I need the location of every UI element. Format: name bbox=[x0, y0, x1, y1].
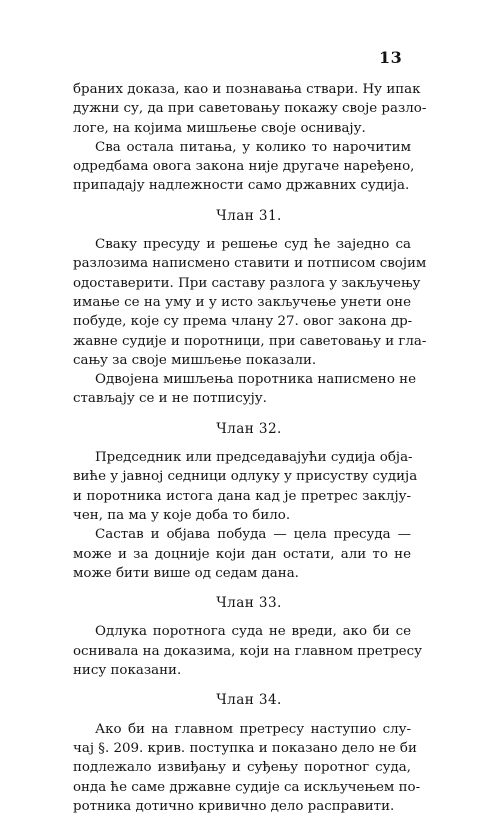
paragraph bbox=[73, 622, 422, 680]
text-line: Састав и објава побуда — цела пресуда — bbox=[95, 527, 411, 543]
text-line: Председник или председавајући судија обја- bbox=[95, 450, 413, 466]
text-line: и поротника истога дана кад је претрес заклју- bbox=[73, 488, 411, 504]
text-line: побуде, које су према члану 27. овог закона др- bbox=[73, 314, 413, 330]
text-line: дужни су, да при саветовању покажу своје разло- bbox=[73, 101, 427, 117]
text-line: подлежало извиђању и суђењу поротног суда, bbox=[73, 760, 411, 776]
text-line: разлозима написмено ставити и потписом својим bbox=[73, 256, 427, 272]
article-heading: Члан 34. bbox=[216, 692, 282, 709]
text-line: Сва остала питања, у колико то нарочитим bbox=[95, 139, 411, 155]
text-line: може бити више од седам дана. bbox=[73, 565, 299, 581]
text-line: браних доказа, као и познавања ствари. Ну ипак bbox=[73, 82, 421, 97]
text-line: Одлука поротнога суда не вреди, ако би се bbox=[95, 624, 411, 640]
paragraph bbox=[73, 235, 427, 370]
paragraph bbox=[73, 448, 418, 525]
text-line: онда ће саме државне судије са искључењем по- bbox=[73, 779, 421, 795]
text-line: оснивала на доказима, који на главном претресу bbox=[73, 643, 422, 659]
paragraph bbox=[73, 138, 415, 196]
page-text bbox=[73, 80, 427, 816]
text-line: припадају надлежности само државних судија. bbox=[73, 178, 410, 194]
paragraph bbox=[73, 525, 411, 583]
text-line: ротника дотично кривично дело расправити. bbox=[73, 798, 395, 814]
text-line: може и за доцније који дан остати, али то не bbox=[73, 546, 411, 562]
text-line: одредбама овога закона није другаче наређено, bbox=[73, 159, 415, 175]
text-line: имање се на уму и у исто закључење унети оне bbox=[73, 294, 411, 310]
paragraph bbox=[73, 80, 427, 138]
text-line: сању за своје мишљење показали. bbox=[73, 352, 317, 368]
page-number: 13 bbox=[379, 48, 403, 67]
text-line: чен, па ма у које доба то било. bbox=[73, 507, 291, 523]
text-line: стављају се и не потписују. bbox=[73, 391, 267, 407]
article-heading: Члан 33. bbox=[216, 595, 282, 612]
text-line: виће у јавној седници одлуку у присуству судија bbox=[73, 469, 418, 485]
paragraph bbox=[73, 370, 417, 409]
text-line: нису показани. bbox=[73, 663, 182, 679]
article-heading: Члан 31. bbox=[216, 207, 282, 224]
paragraph bbox=[73, 720, 421, 816]
text-line: логе, на којима мишљење своје оснивају. bbox=[73, 120, 366, 136]
text-line: Ако би на главном претресу наступио слу- bbox=[95, 721, 411, 737]
text-line: одоставерити. При саставу разлога у закључењу bbox=[73, 275, 421, 291]
text-line: чај §. 209. крив. поступка и показано дело не би bbox=[73, 740, 417, 756]
text-line: Сваку пресуду и решење суд ће заједно са bbox=[95, 237, 411, 253]
text-line: жавне судије и поротници, при саветовању и гла- bbox=[73, 333, 427, 349]
text-line: Одвојена мишљења поротника написмено не bbox=[95, 372, 417, 388]
article-heading: Члан 32. bbox=[216, 420, 282, 437]
